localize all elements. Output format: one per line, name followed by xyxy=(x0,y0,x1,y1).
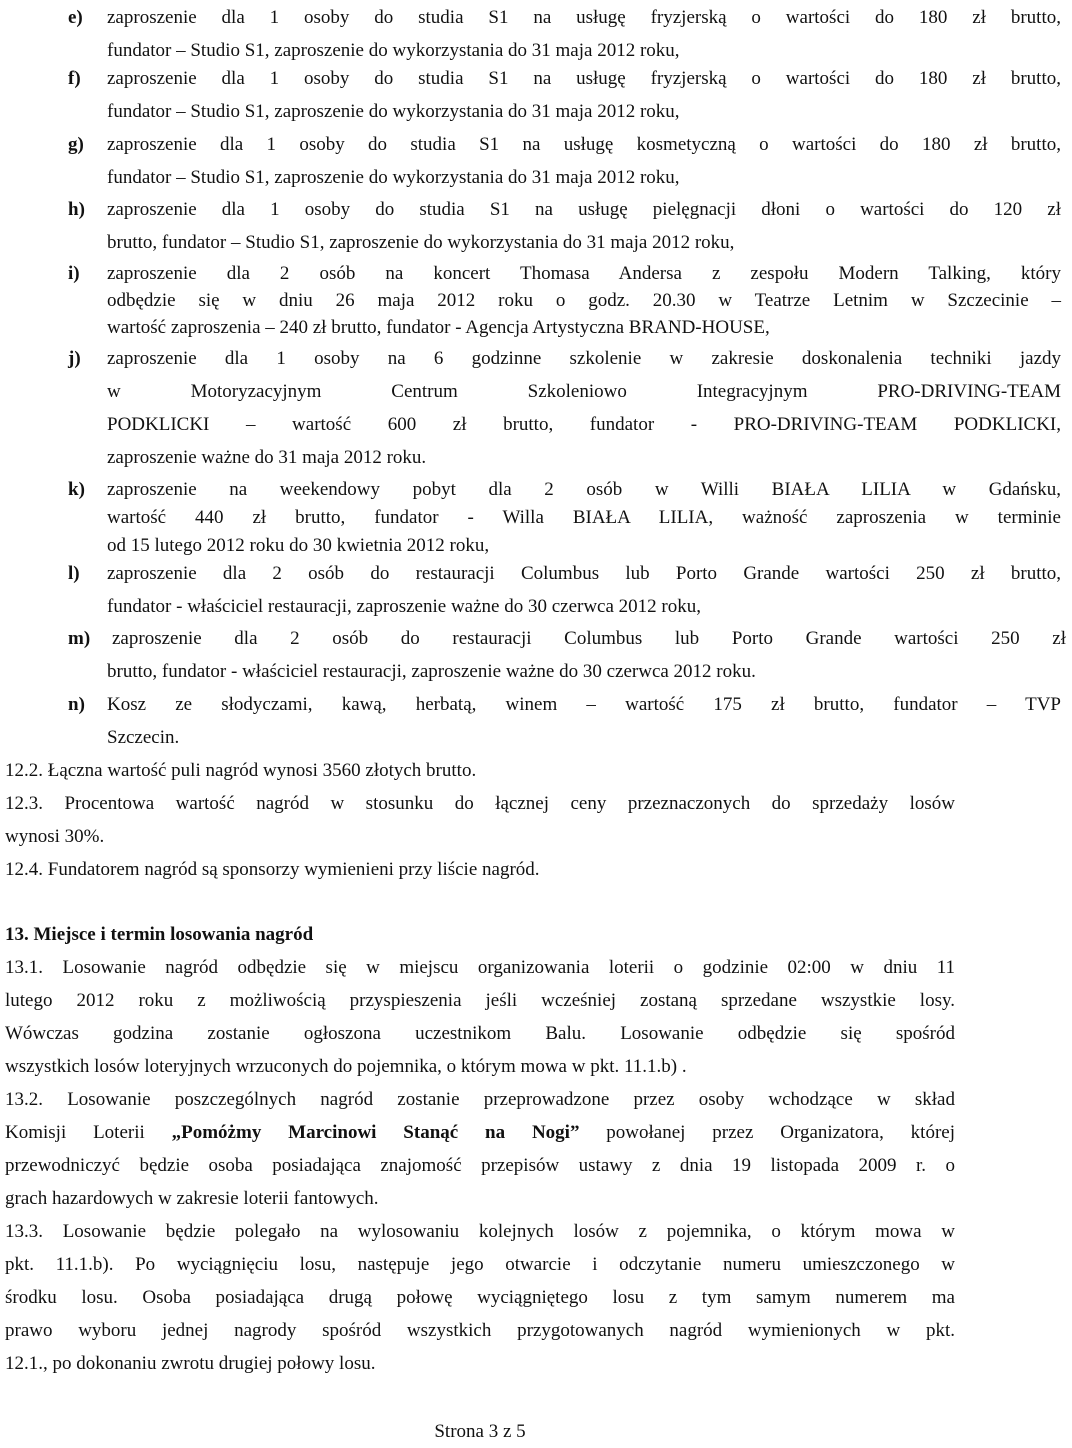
prize-item xyxy=(0,1,1067,67)
prize-letter: e) xyxy=(68,7,83,28)
paragraph-line: grach hazardowych w zakresie loterii fantowych. xyxy=(5,1188,379,1209)
prize-line: fundator - właściciel restauracji, zaproszenie ważne do 30 czerwca 2012 roku, xyxy=(107,596,702,617)
prize-line: zaproszenie dla 1 osoby na 6 godzinne szkolenie w zakresie doskonalenia techniki jazdy xyxy=(107,348,1061,369)
paragraph-12-4 xyxy=(5,853,955,886)
paragraph-text: Komisji Loterii xyxy=(5,1122,172,1143)
prize-letter: k) xyxy=(68,479,85,500)
prize-item xyxy=(0,193,1067,259)
prize-letter: i) xyxy=(68,263,80,284)
prize-line: wartość zaproszenia – 240 zł brutto, fundator - Agencja Artystyczna BRAND-HOUSE, xyxy=(107,317,770,338)
prize-line: zaproszenie na weekendowy pobyt dla 2 osób w Willi BIAŁA LILIA w Gdańsku, xyxy=(107,479,1061,500)
prize-line: fundator – Studio S1, zaproszenie do wykorzystania do 31 maja 2012 roku, xyxy=(107,40,680,61)
prize-line: zaproszenie ważne do 31 maja 2012 roku. xyxy=(107,447,427,468)
prize-item xyxy=(0,557,1067,623)
prize-letter: m) xyxy=(68,628,91,649)
prize-line: fundator – Studio S1, zaproszenie do wykorzystania do 31 maja 2012 roku, xyxy=(107,167,680,188)
prize-line: Szczecin. xyxy=(107,727,180,748)
prize-line: zaproszenie dla 1 osoby do studia S1 na usługę kosmetyczną o wartości do 180 zł brutto, xyxy=(107,134,1061,155)
page-number: Strona 3 z 5 xyxy=(434,1421,526,1442)
paragraph-line: pkt. 11.1.b). Po wyciągnięciu losu, następuje jego otwarcie i odczytanie numeru umieszczonego w xyxy=(5,1254,955,1275)
paragraph-line: lutego 2012 roku z możliwością przyspieszenia jeśli wcześniej zostaną sprzedane wszystkie losy. xyxy=(5,990,955,1011)
prize-line: zaproszenie dla 2 osób do restauracji Columbus lub Porto Grande wartości 250 zł xyxy=(112,628,1066,649)
prize-line: wartość 440 zł brutto, fundator - Willa BIAŁA LILIA, ważność zaproszenia w terminie xyxy=(107,507,1061,528)
prize-line: brutto, fundator – Studio S1, zaproszenie do wykorzystania do 31 maja 2012 roku, xyxy=(107,232,735,253)
paragraph-line: prawo wyboru jednej nagrody spośród wszystkich przygotowanych nagród wymienionych w pkt. xyxy=(5,1320,955,1341)
paragraph-line: 13.3. Losowanie będzie polegało na wylosowaniu kolejnych losów z pojemnika, o którym mowa w xyxy=(5,1221,955,1242)
prize-item xyxy=(0,476,1067,560)
paragraph-13-3 xyxy=(5,1215,955,1380)
prize-item xyxy=(0,342,1067,474)
prize-line: od 15 lutego 2012 roku do 30 kwietnia 2012 roku, xyxy=(107,535,490,556)
prize-line: zaproszenie dla 1 osoby do studia S1 na usługę fryzjerską o wartości do 180 zł brutto, xyxy=(107,7,1061,28)
paragraph-line: 12.1., po dokonaniu zwrotu drugiej połowy losu. xyxy=(5,1353,376,1374)
paragraph-line: 12.2. Łączna wartość puli nagród wynosi 3560 złotych brutto. xyxy=(5,760,477,781)
prize-item xyxy=(0,62,1067,128)
prize-item xyxy=(0,128,1067,194)
prize-item xyxy=(0,260,1067,341)
prize-letter: j) xyxy=(68,348,81,369)
prize-line: w Motoryzacyjnym Centrum Szkoleniowo Integracyjnym PRO-DRIVING-TEAM xyxy=(107,381,1061,402)
prize-line: odbędzie się w dniu 26 maja 2012 roku o godz. 20.30 w Teatrze Letnim w Szczecinie – xyxy=(107,290,1061,311)
paragraph-line: wszystkich losów loteryjnych wrzuconych do pojemnika, o którym mowa w pkt. 11.1.b) . xyxy=(5,1056,687,1077)
paragraph-line: 13.1. Losowanie nagród odbędzie się w miejscu organizowania loterii o godzinie 02:00 w dniu 11 xyxy=(5,957,955,978)
paragraph-12-3 xyxy=(5,787,955,853)
prize-line: fundator – Studio S1, zaproszenie do wykorzystania do 31 maja 2012 roku, xyxy=(107,101,680,122)
paragraph-13-2 xyxy=(5,1083,955,1215)
prize-letter: l) xyxy=(68,563,80,584)
paragraph-line xyxy=(5,1116,955,1149)
prize-line: PODKLICKI – wartość 600 zł brutto, fundator - PRO-DRIVING-TEAM PODKLICKI, xyxy=(107,414,1061,435)
prize-line: Kosz ze słodyczami, kawą, herbatą, winem – wartość 175 zł brutto, fundator – TVP xyxy=(107,694,1061,715)
paragraph-line: 13.2. Losowanie poszczególnych nagród zostanie przeprowadzone przez osoby wchodzące w skład xyxy=(5,1089,955,1110)
lottery-name: „Pomóżmy Marcinowi Stanąć na Nogi” xyxy=(171,1122,580,1143)
paragraph-12-2 xyxy=(5,754,955,787)
prize-letter: n) xyxy=(68,694,85,715)
paragraph-line: środku losu. Osoba posiadająca drugą połowę wyciągniętego losu z tym samym numerem ma xyxy=(5,1287,955,1308)
prize-letter: g) xyxy=(68,134,84,155)
prize-letter: f) xyxy=(68,68,81,89)
prize-line: zaproszenie dla 2 osób na koncert Thomasa Andersa z zespołu Modern Talking, który xyxy=(107,263,1061,284)
section-13-heading: 13. Miejsce i termin losowania nagród xyxy=(5,924,314,945)
paragraph-line: 12.4. Fundatorem nagród są sponsorzy wymienieni przy liście nagród. xyxy=(5,859,540,880)
prize-line: zaproszenie dla 1 osoby do studia S1 na usługę pielęgnacji dłoni o wartości do 120 zł xyxy=(107,199,1061,220)
paragraph-text: powołanej przez Organizatora, której xyxy=(579,1122,955,1143)
paragraph-13-1 xyxy=(5,951,955,1083)
prize-line: zaproszenie dla 2 osób do restauracji Columbus lub Porto Grande wartości 250 zł brutto, xyxy=(107,563,1061,584)
paragraph-line: przewodniczyć będzie osoba posiadająca znajomość przepisów ustawy z dnia 19 listopada 2009 r. o xyxy=(5,1155,955,1176)
prize-line: zaproszenie dla 1 osoby do studia S1 na usługę fryzjerską o wartości do 180 zł brutto, xyxy=(107,68,1061,89)
paragraph-line: Wówczas godzina zostanie ogłoszona uczestnikom Balu. Losowanie odbędzie się spośród xyxy=(5,1023,955,1044)
paragraph-line: 12.3. Procentowa wartość nagród w stosunku do łącznej ceny przeznaczonych do sprzedaży losów xyxy=(5,793,955,814)
paragraph-line: wynosi 30%. xyxy=(5,826,105,847)
prize-line: brutto, fundator - właściciel restauracji, zaproszenie ważne do 30 czerwca 2012 roku. xyxy=(107,661,756,682)
prize-item xyxy=(0,688,1067,754)
prize-letter: h) xyxy=(68,199,85,220)
prize-item xyxy=(0,622,1072,688)
